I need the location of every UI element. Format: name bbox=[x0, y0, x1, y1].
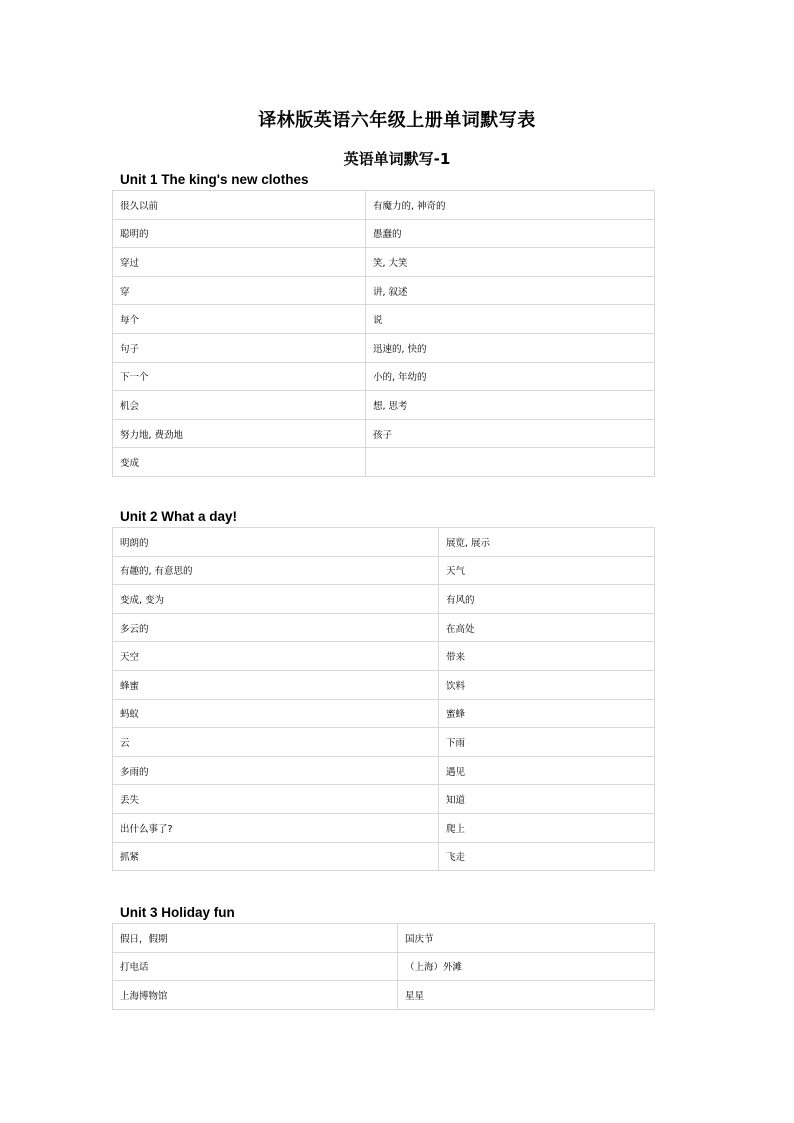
unit-2-title: Unit 2 What a day! bbox=[120, 509, 238, 524]
table-row bbox=[113, 219, 655, 248]
table-row bbox=[113, 613, 655, 642]
table-row bbox=[113, 448, 655, 477]
word-cell-left: 变成 bbox=[113, 448, 366, 477]
word-cell-left: 努力地, 费劲地 bbox=[113, 419, 366, 448]
page-title: 译林版英语六年级上册单词默写表 bbox=[258, 110, 536, 131]
word-cell-left: 有趣的, 有意思的 bbox=[113, 556, 439, 585]
page-subtitle: 英语单词默写-1 bbox=[343, 150, 451, 168]
word-cell-right: 遇见 bbox=[439, 756, 655, 785]
table-row bbox=[113, 981, 655, 1010]
word-cell-right: 讲, 叙述 bbox=[366, 276, 655, 305]
table-row bbox=[113, 528, 655, 557]
table-row bbox=[113, 362, 655, 391]
table-row bbox=[113, 556, 655, 585]
word-cell-right: 蜜蜂 bbox=[439, 699, 655, 728]
word-cell-left: 上海博物馆 bbox=[113, 981, 398, 1010]
word-cell-right: 在高处 bbox=[439, 613, 655, 642]
word-cell-right: 知道 bbox=[439, 785, 655, 814]
word-cell-right: 笑, 大笑 bbox=[366, 248, 655, 277]
word-cell-left: 穿 bbox=[113, 276, 366, 305]
word-cell-right: 飞走 bbox=[439, 842, 655, 871]
word-cell-left: 蚂蚁 bbox=[113, 699, 439, 728]
word-cell-right: 迅速的, 快的 bbox=[366, 333, 655, 362]
word-cell-right: 下雨 bbox=[439, 728, 655, 757]
word-cell-left: 机会 bbox=[113, 391, 366, 420]
word-cell-left: 打电话 bbox=[113, 952, 398, 981]
word-cell-left: 很久以前 bbox=[113, 191, 366, 220]
table-row bbox=[113, 305, 655, 334]
word-cell-right: 小的, 年幼的 bbox=[366, 362, 655, 391]
word-cell-left: 下一个 bbox=[113, 362, 366, 391]
table-row bbox=[113, 813, 655, 842]
unit-1-title: Unit 1 The king's new clothes bbox=[120, 172, 309, 187]
table-row bbox=[113, 785, 655, 814]
table-row bbox=[113, 670, 655, 699]
word-cell-left: 假日，假期 bbox=[113, 924, 398, 953]
word-cell-left: 天空 bbox=[113, 642, 439, 671]
unit-1-table bbox=[112, 190, 655, 477]
table-row bbox=[113, 248, 655, 277]
word-cell-left: 穿过 bbox=[113, 248, 366, 277]
word-cell-right: 说 bbox=[366, 305, 655, 334]
table-row bbox=[113, 924, 655, 953]
word-cell-right: 带来 bbox=[439, 642, 655, 671]
word-cell-left: 丢失 bbox=[113, 785, 439, 814]
word-cell-right: 星星 bbox=[398, 981, 655, 1010]
word-cell-left: 变成, 变为 bbox=[113, 585, 439, 614]
word-cell-right: 爬上 bbox=[439, 813, 655, 842]
word-cell-left: 抓紧 bbox=[113, 842, 439, 871]
word-cell-right bbox=[366, 448, 655, 477]
table-row bbox=[113, 585, 655, 614]
table-row bbox=[113, 391, 655, 420]
word-cell-left: 蜂蜜 bbox=[113, 670, 439, 699]
word-cell-left: 聪明的 bbox=[113, 219, 366, 248]
table-row bbox=[113, 699, 655, 728]
word-cell-left: 每个 bbox=[113, 305, 366, 334]
word-cell-right: 孩子 bbox=[366, 419, 655, 448]
table-row bbox=[113, 419, 655, 448]
unit-3-table bbox=[112, 923, 655, 1010]
table-row bbox=[113, 276, 655, 305]
table-row bbox=[113, 756, 655, 785]
unit-2-table bbox=[112, 527, 655, 871]
unit-3-title: Unit 3 Holiday fun bbox=[120, 905, 235, 920]
word-cell-left: 多雨的 bbox=[113, 756, 439, 785]
word-cell-right: 饮料 bbox=[439, 670, 655, 699]
table-row bbox=[113, 642, 655, 671]
word-cell-right: 想, 思考 bbox=[366, 391, 655, 420]
table-row bbox=[113, 842, 655, 871]
word-cell-left: 出什么事了? bbox=[113, 813, 439, 842]
word-cell-left: 云 bbox=[113, 728, 439, 757]
word-cell-right: 愚蠢的 bbox=[366, 219, 655, 248]
word-cell-right: （上海）外滩 bbox=[398, 952, 655, 981]
table-row bbox=[113, 191, 655, 220]
word-cell-left: 明朗的 bbox=[113, 528, 439, 557]
table-row bbox=[113, 333, 655, 362]
word-cell-right: 展览, 展示 bbox=[439, 528, 655, 557]
word-cell-right: 有魔力的, 神奇的 bbox=[366, 191, 655, 220]
word-cell-left: 句子 bbox=[113, 333, 366, 362]
word-cell-right: 国庆节 bbox=[398, 924, 655, 953]
table-row bbox=[113, 728, 655, 757]
table-row bbox=[113, 952, 655, 981]
word-cell-left: 多云的 bbox=[113, 613, 439, 642]
word-cell-right: 天气 bbox=[439, 556, 655, 585]
word-cell-right: 有风的 bbox=[439, 585, 655, 614]
